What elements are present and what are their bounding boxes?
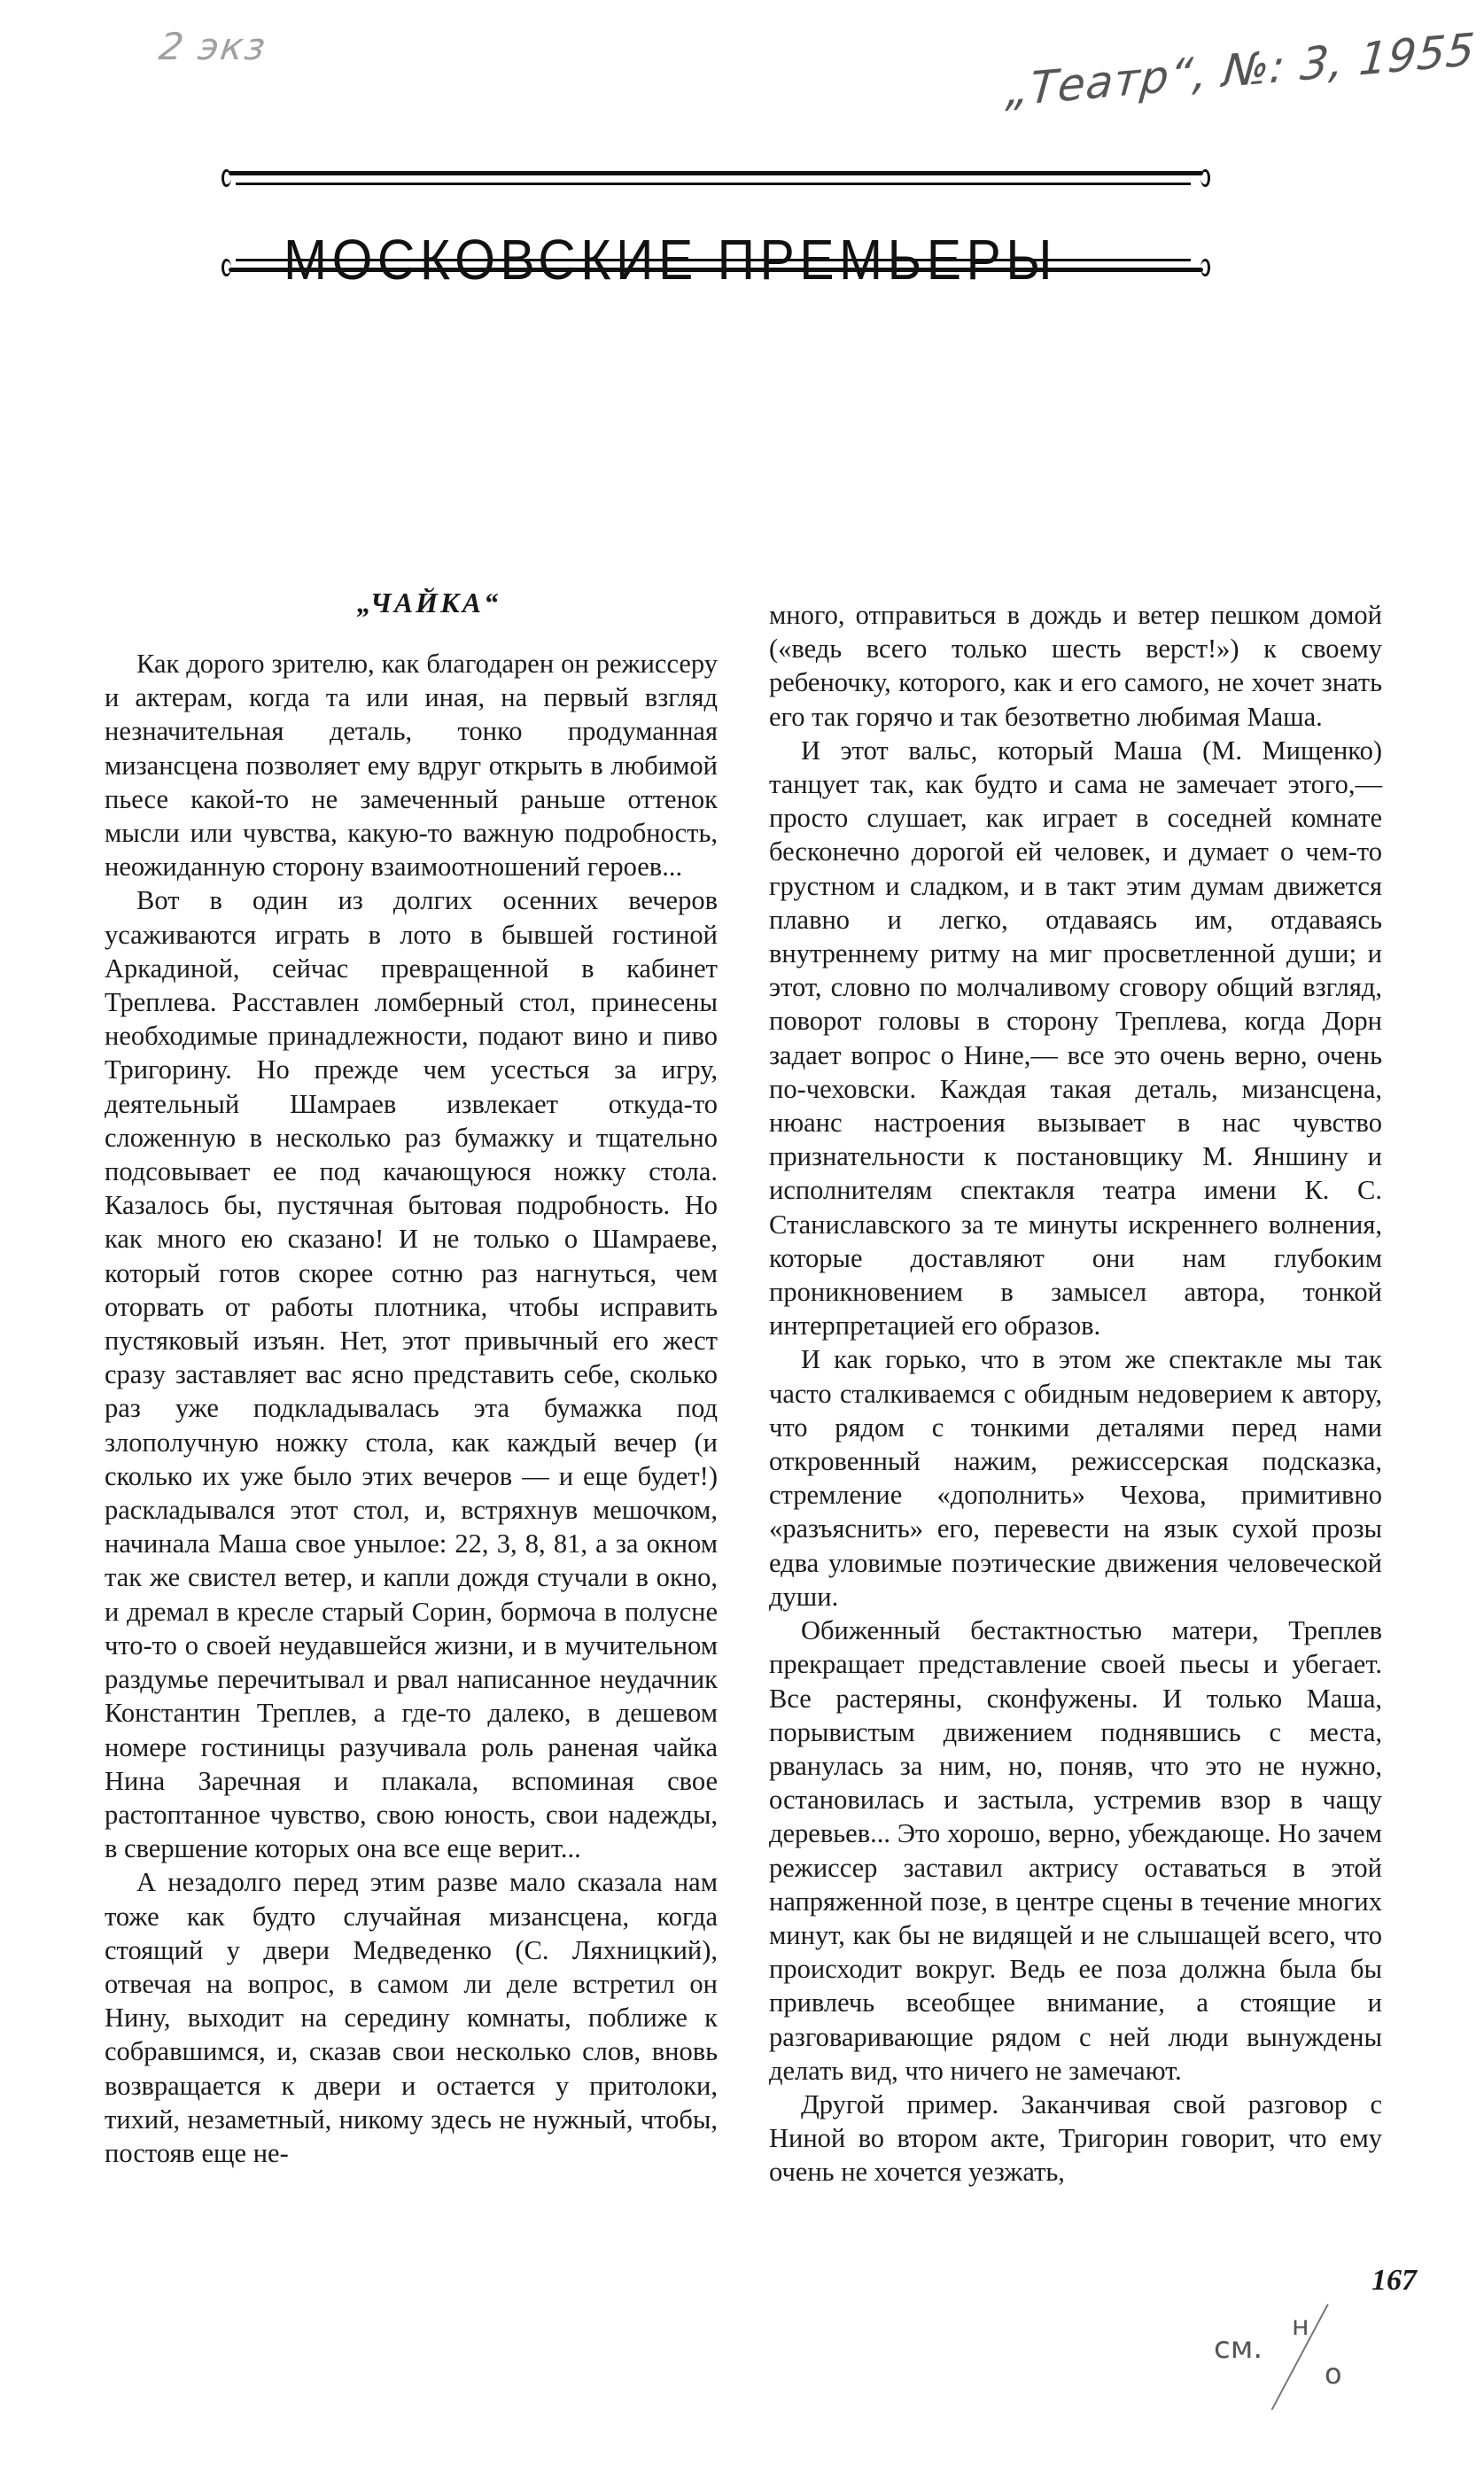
paragraph: И этот вальс, который Маша (М. Мищенко) танцует так, как будто и сама не замечает этого,— просто слушает, как играет в соседней комнате бесконечно дорогой ей человек, и думает о чем-то грустном и сладком, и в такт этим думам движется плавно и легко, отдаваясь им, отдаваясь внутреннему ритму на миг просветленной души; и этот, словно по молчаливому сговору общий взгляд, поворот головы в сторону Треплева, когда Дорн задает вопрос о Нине,— все это очень верно, очень по-чеховски. Каждая такая деталь, мизансцена, нюанс настроения вызывает в нас чувство признательности к постановщику М. Яншину и исполнителям спектакля театра имени К. С. Станиславского за те минуты искреннего волнения, которые доставляют они нам глубоким проникновением в замысел автора, тонкой интерпретацией его образов. xyxy=(769,735,1382,1342)
annotation-prefix: см. xyxy=(1214,2330,1263,2366)
paragraph: А незадолго перед этим разве мало сказала нам тоже как будто случайная мизансцена, когда стоящий у двери Медведенко (С. Ляхницкий), отвечая на вопрос, в самом ли деле встретил он Нину, выходит на середину комнаты, поближе к собравшимся, и, сказав свои несколько слов, вновь возвращается к двери и остается у притолоки, тихий, незаметный, никому здесь не нужный, чтобы, постояв еще не- xyxy=(105,1867,718,2168)
handwritten-source-note: „Театр“, №: 3, 1955 xyxy=(1004,23,1478,117)
paragraph: Вот в один из долгих осенних вечеров усаживаются играть в лото в бывшей гостиной Аркадиной, сейчас превращенной в кабинет Треплева. Расставлен ломберный стол, принесены необходимые принадлежности, подают вино и пиво Тригорину. Но прежде чем усесться за игру, деятельный Шамраев извлекает откуда-то сложенную в несколько раз бумажку и тщательно подсовывает ее под качающуюся ножку стола. Казалось бы, пустячная бытовая подробность. Но как много ею сказано! И не только о Шамраеве, который готов скорее сотню раз нагнуться, чем оторвать от работы плотника, чтобы исправить пустяковый изъян. Нет, этот привычный его жест сразу заставляет вас ясно представить себе, сколько раз уже подкладывалась эта бумажка под злополучную ножку стола, как каждый вечер (и сколько их уже было этих вечеров — и еще будет!) раскладывался этот стол, и, встряхнув мешочком, начинала Маша свое унылое: 22, 3, 8, 81, а за окном так же свистел ветер, и капли дождя стучали в окно, и дремал в кресле старый Сорин, бормоча в полусне что-то о своей неудавшейся жизни, и в мучительном раздумье перечитывал и рвал написанное неудачник Константин Треплев, а где-то далеко, в дешевом номере гостиницы разучивала роль раненая чайка Нина Заречная и плакала, вспоминая свое растоптанное чувство, свою юность, свои надежды, в свершение которых она все еще верит... xyxy=(105,885,718,1864)
paragraph: Другой пример. Заканчивая свой разговор с Ниной во втором акте, Тригорин говорит, что ему очень не хочется уезжать, xyxy=(769,2088,1382,2188)
page-number: 167 xyxy=(1371,2264,1417,2297)
handwritten-copies-note: 2 экз xyxy=(156,25,270,68)
article-title: „ЧАЙКА“ xyxy=(356,587,501,618)
paragraph: Обиженный бестактностью матери, Треплев прекращает представление своей пьесы и убегает. Все растеряны, сконфужены. И только Маша, порывистым движением поднявшись с места, рванулась за ним, но, поняв, что это не нужно, остановилась и застыла, устремив взор в чащу деревьев... Это хорошо, верно, убеждающе. Но зачем режиссер заставил актрису оставаться в этой напряженной позе, в центре сцены в течение многих минут, как бы не видящей и не слышащей всего, что происходит вокруг. Ведь ее поза должна была бы привлечь всеобщее внимание, а стоящие и разговаривающие рядом с ней люди вынуждены делать вид, что ничего не замечают. xyxy=(769,1615,1382,2086)
paragraph-continued: много, отправиться в дождь и ветер пешком домой («ведь всего только шесть верст!») к своему ребеночку, которого, как и его самого, не хочет знать его так горячо и так безответно любимая Маша. xyxy=(769,600,1382,732)
handwritten-reference-note xyxy=(1214,2311,1342,2391)
article-column-right xyxy=(769,598,1382,2189)
annotation-numerator: н xyxy=(1292,2311,1309,2342)
paragraph: И как горько, что в этом же спектакле мы так часто сталкиваемся с обидным недоверием к автору, что рядом с тонкими деталями перед нами откровенный нажим, режиссерская подсказка, стремление «дополнить» Чехова, примитивно «разъяснить» его, перевести на язык сухой прозы едва уловимые поэтические движения человеческой души. xyxy=(769,1344,1382,1612)
article-column-left xyxy=(105,585,718,2170)
annotation-denominator: о xyxy=(1325,2357,1342,2391)
paragraph: Как дорого зрителю, как благодарен он режиссеру и актерам, когда та или иная, на первый взгляд незначительная деталь, тонко продуманная мизансцена позволяет ему вдруг открыть в любимой пьесе какой-то не замеченный раньше оттенок мысли или чувства, какую-то важную подробность, неожиданную сторону взаимоотношений героев... xyxy=(105,649,718,883)
